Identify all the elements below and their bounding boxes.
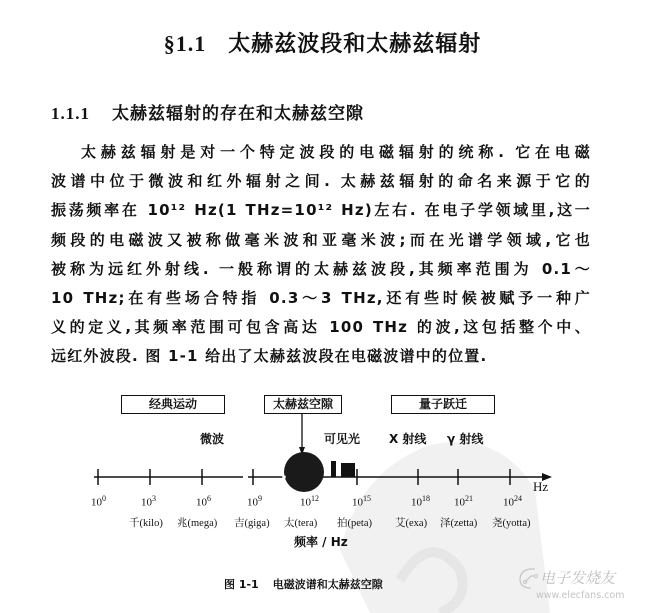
- tick-label-10e15: $10^{15}$: [352, 494, 371, 509]
- axis-unit-label: Hz: [533, 479, 549, 494]
- subsection-title: 太赫兹辐射的存在和太赫兹空隙: [112, 104, 364, 124]
- section-number: §1.1: [163, 31, 207, 56]
- figure-number: 图 1-1: [224, 578, 259, 591]
- axis-title: 频率 / Hz: [294, 535, 348, 549]
- prefix-peta: 拍(peta): [337, 518, 372, 529]
- watermark-url: www.elecfans.com: [536, 590, 625, 601]
- tick-label-10e0: $10^0$: [91, 494, 106, 509]
- tick-label-10e18: $10^{18}$: [411, 494, 430, 509]
- prefix-yotta: 尧(yotta): [492, 518, 531, 529]
- tick-label-10e24: $10^{24}$: [503, 494, 522, 509]
- quantum-transition-box: 量子跃迁: [391, 395, 495, 414]
- watermark-brand: 电子发烧友: [540, 569, 616, 587]
- visible-light-label: 可见光: [324, 432, 361, 446]
- xray-label: X 射线: [389, 432, 427, 446]
- classical-motion-box: 经典运动: [121, 395, 225, 414]
- paragraph-line: 远红外波段. 图 1-1 给出了太赫兹波段在电磁波谱中的位置.: [51, 347, 488, 366]
- prefix-tera: 太(tera): [284, 518, 318, 529]
- tick-label-10e6: $10^6$: [196, 494, 211, 509]
- elecfans-logo-icon: [517, 566, 541, 590]
- prefix-kilo: 千(kilo): [129, 518, 163, 529]
- paragraph-line: 10 THz;在有些场合特指 0.3～3 THz,还有些时候被赋予一种广: [51, 288, 591, 307]
- subsection-number: 1.1.1: [51, 104, 90, 123]
- paragraph-line: 义的定义,其频率范围可包含高达 100 THz 的波,这包括整个中、: [51, 318, 591, 337]
- microwave-label: 微波: [200, 432, 225, 446]
- prefix-giga: 吉(giga): [234, 518, 270, 529]
- gamma-ray-label: γ 射线: [447, 432, 484, 446]
- paragraph-line: 振荡频率在 10¹² Hz(1 THz=10¹² Hz)左右. 在电子学领域里,这一: [51, 201, 591, 220]
- prefix-zetta: 泽(zetta): [440, 518, 478, 529]
- prefix-exa: 艾(exa): [395, 518, 428, 529]
- thz-gap-circle: [284, 452, 324, 492]
- figure-caption-text: 电磁波谱和太赫兹空隙: [272, 578, 383, 591]
- paragraph-line: 频段的电磁波又被称做毫米波和亚毫米波;而在光谱学领域,它也: [51, 230, 591, 249]
- tick-label-10e12: $10^{12}$: [300, 494, 319, 509]
- section-title: 太赫兹波段和太赫兹辐射: [228, 32, 482, 57]
- tick-label-10e9: $10^9$: [247, 494, 262, 509]
- tick-label-10e21: $10^{21}$: [454, 494, 473, 509]
- thz-gap-box: 太赫兹空隙: [264, 395, 342, 414]
- figure-caption: [224, 576, 383, 592]
- paragraph-line: 波谱中位于微波和红外辐射之间. 太赫兹辐射的命名来源于它的: [51, 172, 591, 191]
- tick-label-10e3: $10^3$: [141, 494, 156, 509]
- paragraph-line: 太赫兹辐射是对一个特定波段的电磁辐射的统称. 它在电磁: [81, 143, 591, 161]
- paragraph-line: 被称为远红外射线. 一般称谓的太赫兹波段,其频率范围为 0.1～: [51, 259, 591, 278]
- prefix-mega: 兆(mega): [177, 518, 218, 529]
